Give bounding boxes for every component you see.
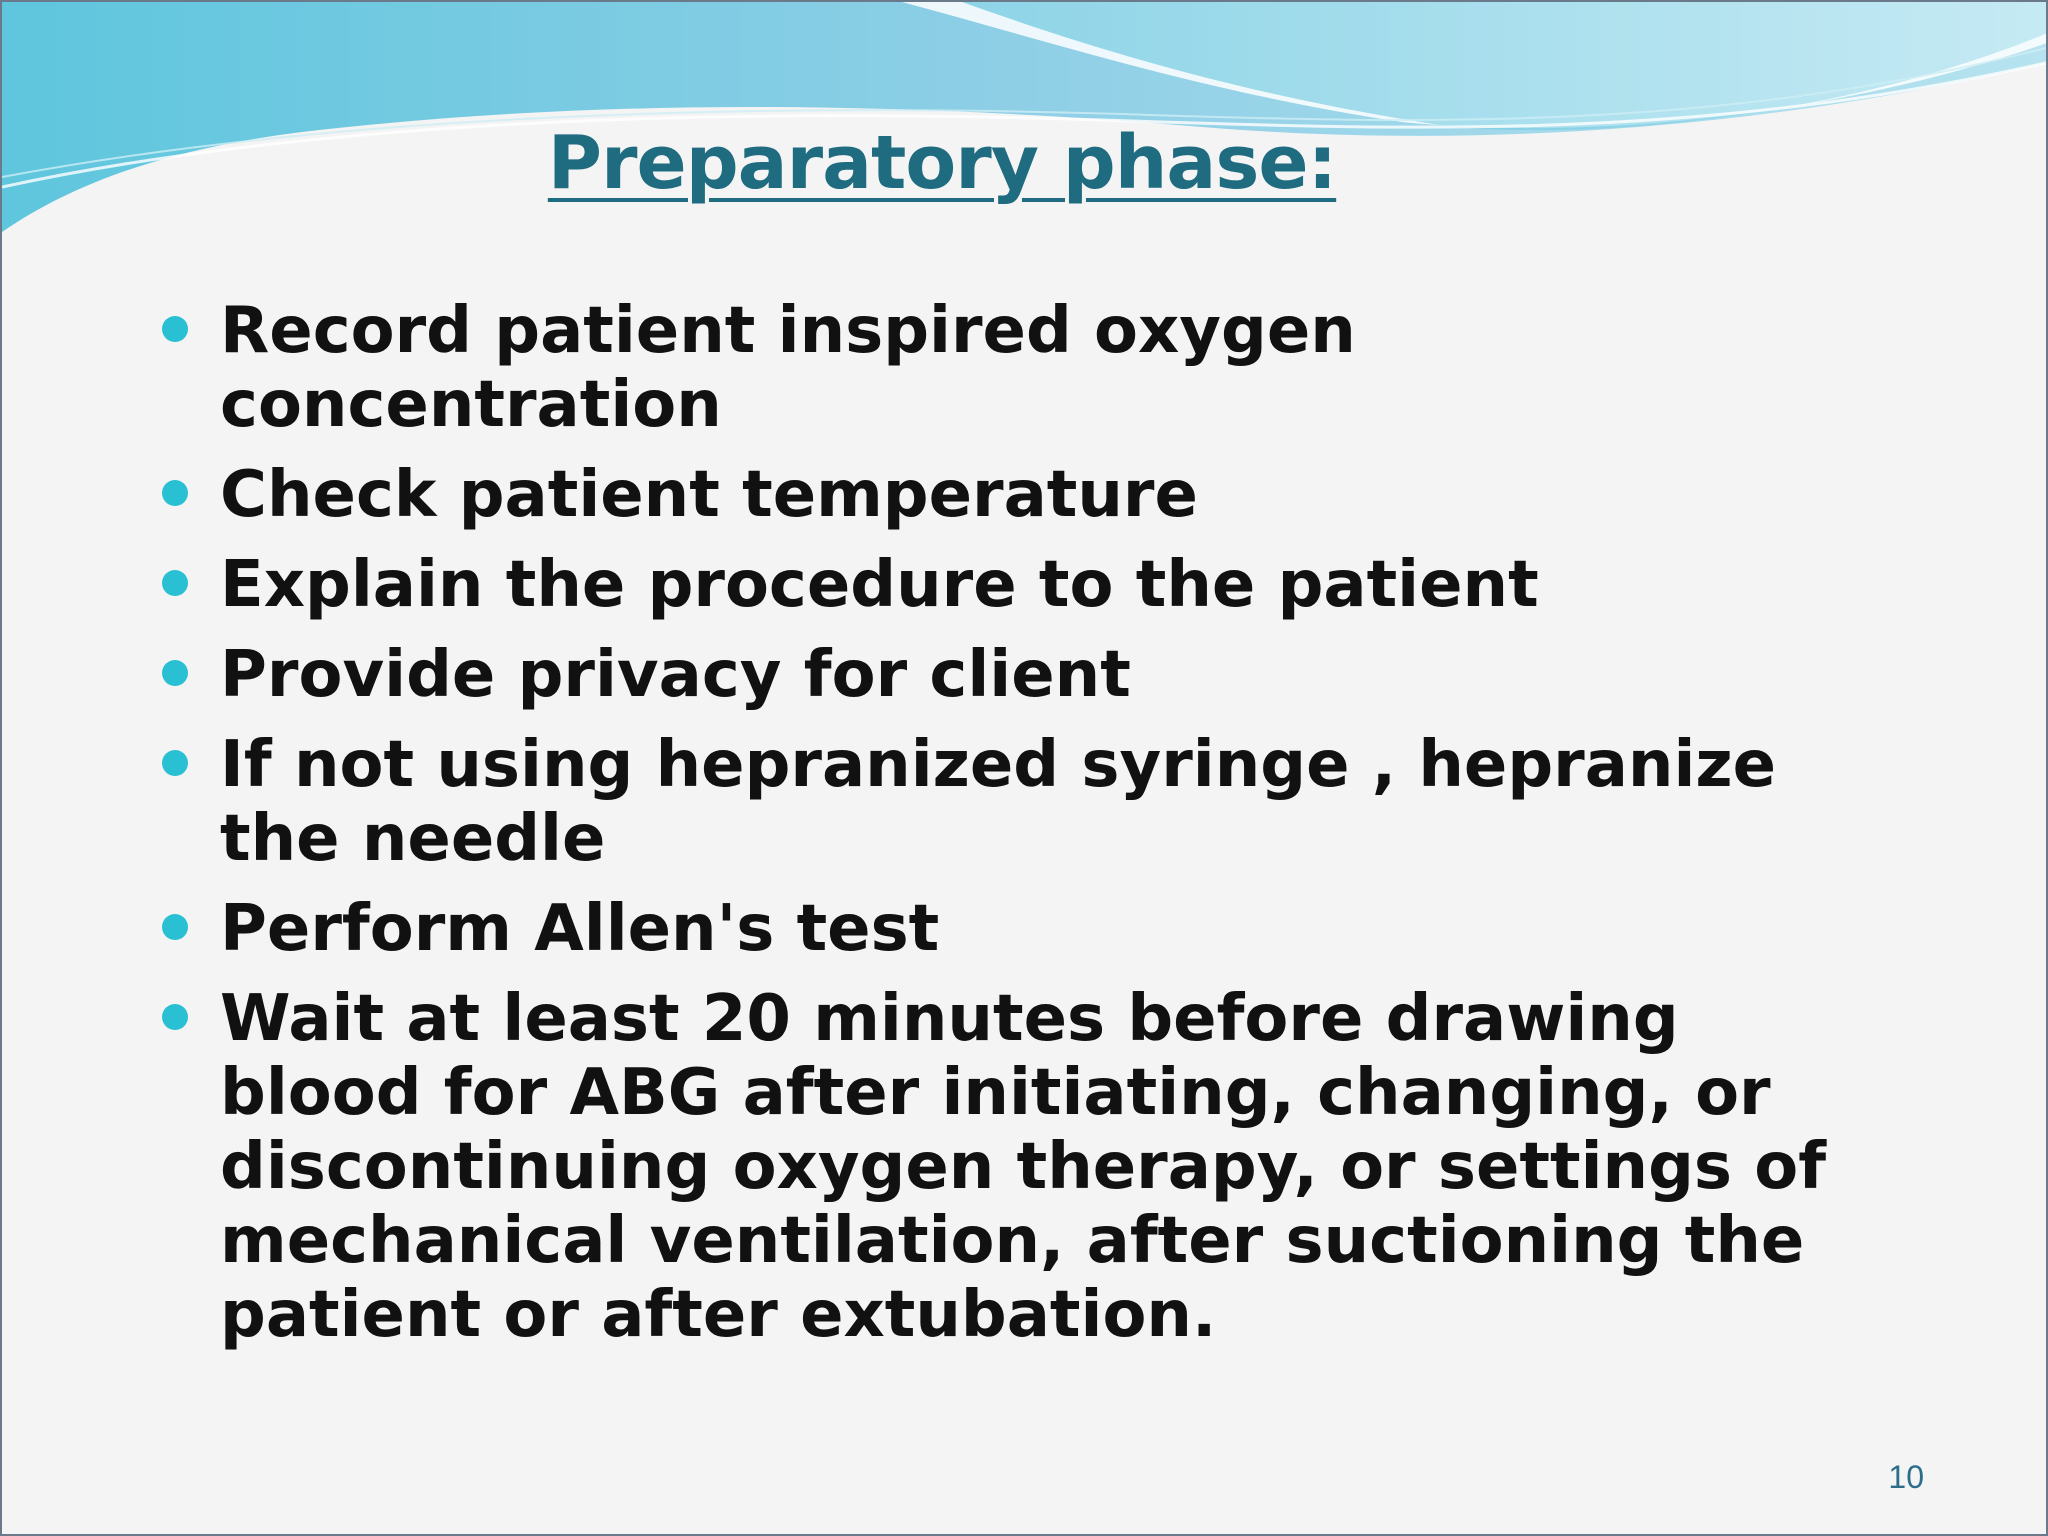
- bullet-dot-icon: [162, 1004, 188, 1030]
- bullet-text: Check patient temperature: [220, 458, 1198, 532]
- bullet-item: [162, 982, 1862, 1352]
- bullet-item: [162, 458, 1862, 532]
- bullet-item: [162, 728, 1862, 876]
- bullet-text: Wait at least 20 minutes before drawing blood for ABG after initiating, changing, or discontinuing oxygen therapy, or settings of mechanical ventilation, after suctioning the patient or after extubation.: [220, 982, 1827, 1352]
- page-number: 10: [1888, 1459, 1924, 1495]
- bullet-text: Record patient inspired oxygen concentration: [220, 294, 1356, 442]
- bullet-item: [162, 638, 1862, 712]
- bullet-dot-icon: [162, 750, 188, 776]
- bullet-item: [162, 294, 1862, 442]
- bullet-dot-icon: [162, 480, 188, 506]
- bullet-dot-icon: [162, 570, 188, 596]
- slide-title: Preparatory phase:: [547, 120, 1337, 206]
- bullet-dot-icon: [162, 660, 188, 686]
- bullet-text: Provide privacy for client: [220, 638, 1131, 712]
- bullet-text: If not using hepranized syringe , hepranize the needle: [220, 728, 1777, 876]
- bullet-item: [162, 548, 1862, 622]
- bullet-item: [162, 892, 1862, 966]
- bullet-text: Explain the procedure to the patient: [220, 548, 1539, 622]
- bullet-list: [162, 294, 1862, 1368]
- bullet-text: Perform Allen's test: [220, 892, 940, 966]
- bullet-dot-icon: [162, 316, 188, 342]
- bullet-dot-icon: [162, 914, 188, 940]
